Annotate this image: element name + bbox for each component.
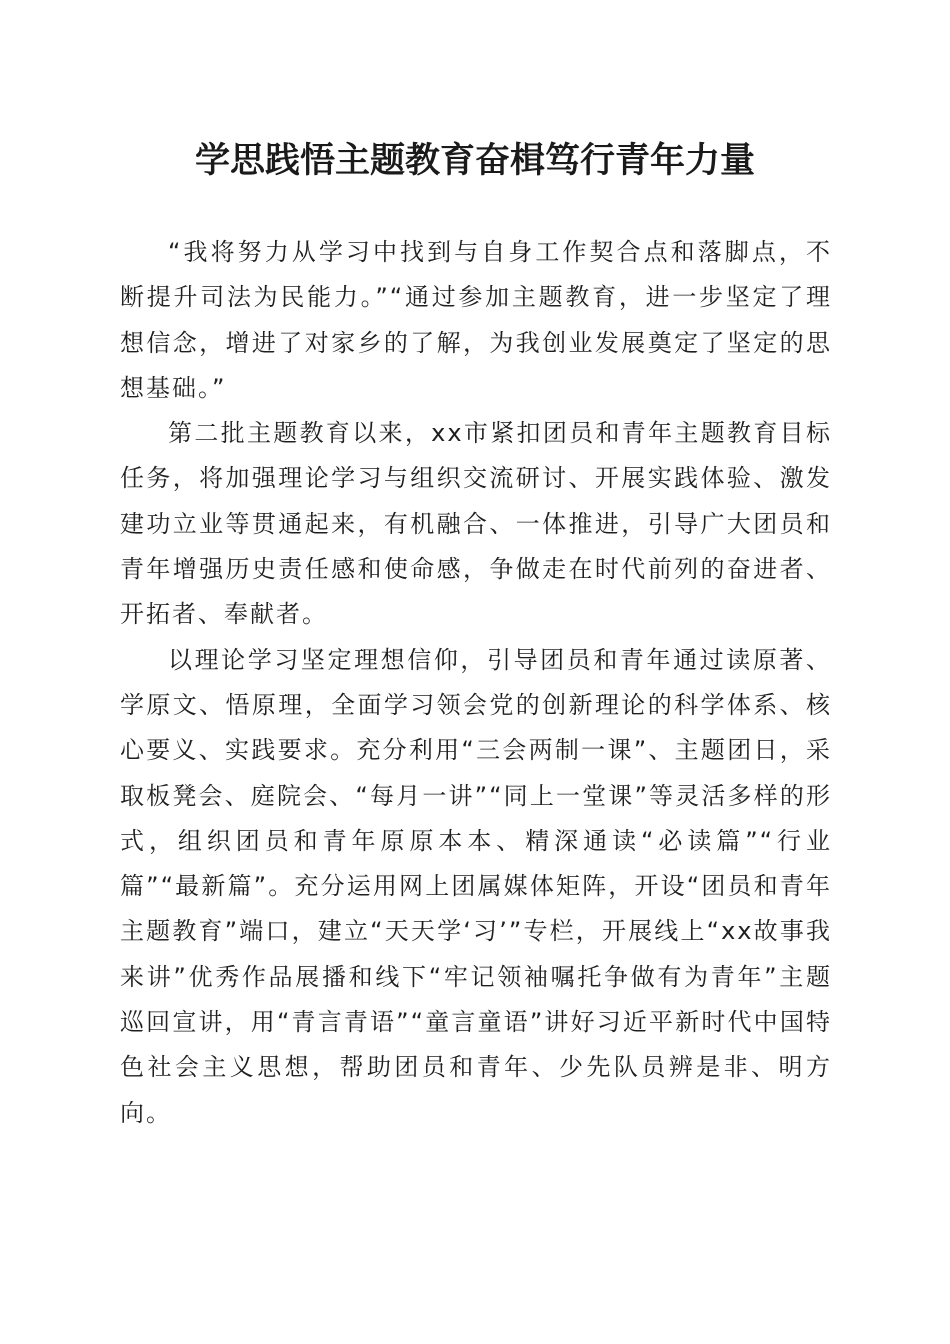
paragraph-1: “我将努力从学习中找到与自身工作契合点和落脚点，不断提升司法为民能力。”“通过参加主题教育，进一步坚定了理想信念，增进了对家乡的了解，为我创业发展奠定了坚定的思想基础。” (120, 238, 832, 402)
paragraph-3: 以理论学习坚定理想信仰，引导团员和青年通过读原著、学原文、悟原理，全面学习领会党的创新理论的科学体系、核心要义、实践要求。充分利用“三会两制一课”、主题团日，采取板凳会、庭院会、“每月一讲”“同上一堂课”等灵活多样的形式，组织团员和青年原原本本、精深通读“必读篇”“行业篇”“最新篇”。充分运用网上团属媒体矩阵，开设“团员和青年主题教育”端口，建立“天天学‘习’”专栏，开展线上“xx故事我来讲”优秀作品展播和线下“牢记领袖嘱托争做有为青年”主题巡回宣讲，用“青言青语”“童言童语”讲好习近平新时代中国特色社会主义思想，帮助团员和青年、少先队员辨是非、明方向。 (120, 645, 832, 1127)
document-body (120, 230, 832, 1136)
paragraph-2: 第二批主题教育以来，xx市紧扣团员和青年主题教育目标任务，将加强理论学习与组织交流研讨、开展实践体验、激发建功立业等贯通起来，有机融合、一体推进，引导广大团员和青年增强历史责任感和使命感，争做走在时代前列的奋进者、开拓者、奉献者。 (120, 419, 832, 629)
document-title: 学思践悟主题教育奋楫笃行青年力量 (194, 140, 755, 181)
